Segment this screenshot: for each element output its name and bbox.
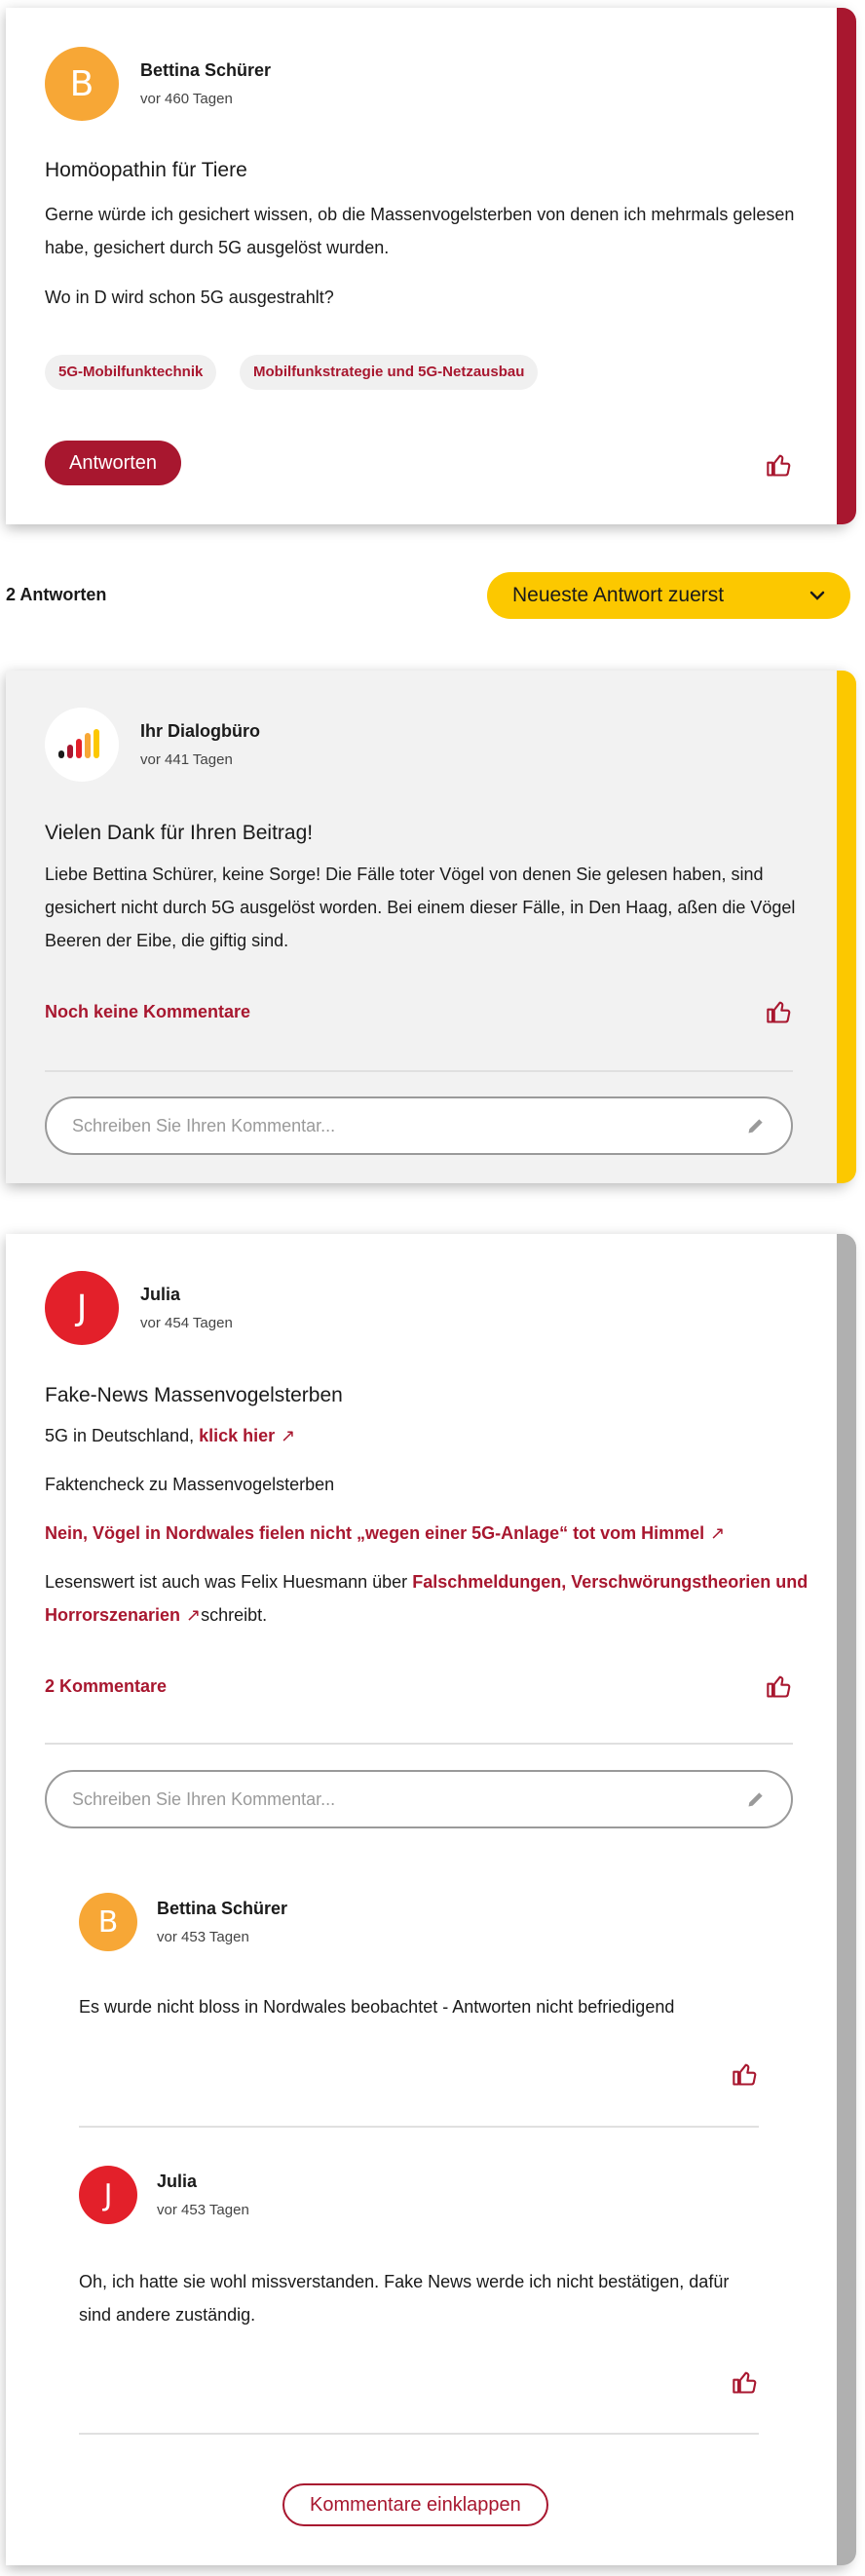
sort-dropdown[interactable] — [487, 572, 850, 619]
post-age: vor 453 Tagen — [157, 2202, 249, 2218]
comments-toggle[interactable]: 2 Kommentare — [45, 1676, 168, 1696]
like-thumb-icon[interactable] — [766, 998, 793, 1025]
question-body-2: Wo in D wird schon 5G ausgestrahlt? — [45, 288, 334, 307]
answer-body: Liebe Bettina Schürer, keine Sorge! Die Fälle toter Vögel von denen Sie gelesen haben, sind gesichert nicht durch 5G ausgelöst worden. Bei einem dieser Fälle, in Den Haag, aßen die Vögel Beeren der Eibe, die giftig sind. — [45, 865, 796, 950]
author-name: Ihr Dialogbüro — [140, 721, 260, 741]
question-title: Homöopathin für Tiere — [45, 159, 247, 181]
comments-toggle[interactable]: Noch keine Kommentare — [45, 1002, 251, 1021]
author-name: Julia — [157, 2172, 198, 2191]
like-thumb-icon[interactable] — [766, 451, 793, 479]
comment-input[interactable] — [45, 1096, 793, 1155]
signal-bars-icon — [55, 725, 109, 764]
question-header — [45, 47, 271, 121]
comment-text: Oh, ich hatte sie wohl missverstanden. Fake News werde ich nicht bestätigen, dafür sind andere zuständig. — [79, 2272, 730, 2325]
comment-header — [79, 1893, 287, 1951]
post-age: vor 454 Tagen — [140, 1315, 233, 1331]
answer-header — [45, 1271, 233, 1345]
comment-input[interactable] — [45, 1770, 793, 1828]
avatar: B — [45, 47, 119, 121]
question-card — [6, 8, 850, 524]
comment-placeholder: Schreiben Sie Ihren Kommentar... — [72, 1788, 336, 1809]
like-thumb-icon[interactable] — [732, 2368, 759, 2396]
avatar: J — [45, 1271, 119, 1345]
klick-hier-link[interactable]: klick hier — [199, 1426, 276, 1445]
falschmeldungen-link[interactable]: Falschmeldungen, Verschwörungstheorien und Horrorszenarien — [45, 1572, 809, 1625]
answers-count: 2 Antworten — [6, 585, 107, 604]
question-body: Gerne würde ich gesichert wissen, ob die Massenvogelsterben von denen ich mehrmals gelesen habe, gesichert durch 5G ausgelöst wurden. — [45, 205, 795, 257]
divider — [45, 1070, 793, 1072]
answer-card-dialogbuero — [6, 671, 850, 1183]
dialogbuero-logo — [45, 708, 119, 782]
post-age: vor 453 Tagen — [157, 1929, 249, 1945]
tag-mobilfunkstrategie[interactable]: Mobilfunkstrategie und 5G-Netzausbau — [240, 355, 538, 390]
divider — [45, 1743, 793, 1745]
sort-label: Neueste Antwort zuerst — [512, 584, 725, 606]
card-stripe — [837, 671, 856, 1183]
author-name: Bettina Schürer — [157, 1899, 288, 1918]
collapse-comments-button[interactable]: Kommentare einklappen — [282, 2483, 548, 2526]
author-name: Bettina Schürer — [140, 60, 272, 80]
answer-line-1 — [45, 1419, 814, 1452]
line-text: Lesenswert ist auch was Felix Huesmann über — [45, 1572, 408, 1592]
answer-title: Vielen Dank für Ihren Beitrag! — [45, 822, 314, 844]
card-stripe — [837, 1234, 856, 2565]
pencil-icon — [746, 1116, 766, 1135]
comment-text: Es wurde nicht bloss in Nordwales beobachtet - Antworten nicht befriedigend — [79, 1997, 675, 2017]
faktencheck-link[interactable]: Nein, Vögel in Nordwales fielen nicht „wegen einer 5G-Anlage“ tot vom Himmel — [45, 1523, 705, 1543]
pencil-icon — [746, 1789, 766, 1809]
answer-card-julia — [6, 1234, 850, 2565]
card-stripe — [837, 8, 856, 524]
author-name: Julia — [140, 1285, 181, 1304]
external-link-icon: ↗ — [710, 1523, 726, 1543]
tag-5g-mobilfunktechnik[interactable]: 5G-Mobilfunktechnik — [45, 355, 216, 390]
comment-placeholder: Schreiben Sie Ihren Kommentar... — [72, 1115, 336, 1135]
answer-header — [45, 708, 260, 782]
like-thumb-icon[interactable] — [732, 2060, 759, 2088]
line-text-end: schreibt. — [201, 1605, 268, 1625]
external-link-icon: ↗ — [186, 1605, 202, 1625]
answer-line-4 — [45, 1565, 814, 1632]
external-link-icon: ↗ — [281, 1426, 296, 1445]
reply-button[interactable]: Antworten — [45, 441, 181, 485]
answer-title: Fake-News Massenvogelsterben — [45, 1384, 343, 1406]
post-age: vor 441 Tagen — [140, 751, 233, 768]
divider — [79, 2126, 759, 2128]
post-age: vor 460 Tagen — [140, 91, 233, 107]
like-thumb-icon[interactable] — [766, 1672, 793, 1700]
avatar: B — [79, 1893, 137, 1951]
divider — [79, 2433, 759, 2435]
answer-line-2: Faktencheck zu Massenvogelsterben — [45, 1475, 335, 1494]
answer-line-3 — [45, 1517, 814, 1550]
comment-header — [79, 2166, 249, 2224]
avatar: J — [79, 2166, 137, 2224]
line-text: 5G in Deutschland, — [45, 1426, 195, 1445]
chevron-down-icon — [809, 591, 825, 600]
